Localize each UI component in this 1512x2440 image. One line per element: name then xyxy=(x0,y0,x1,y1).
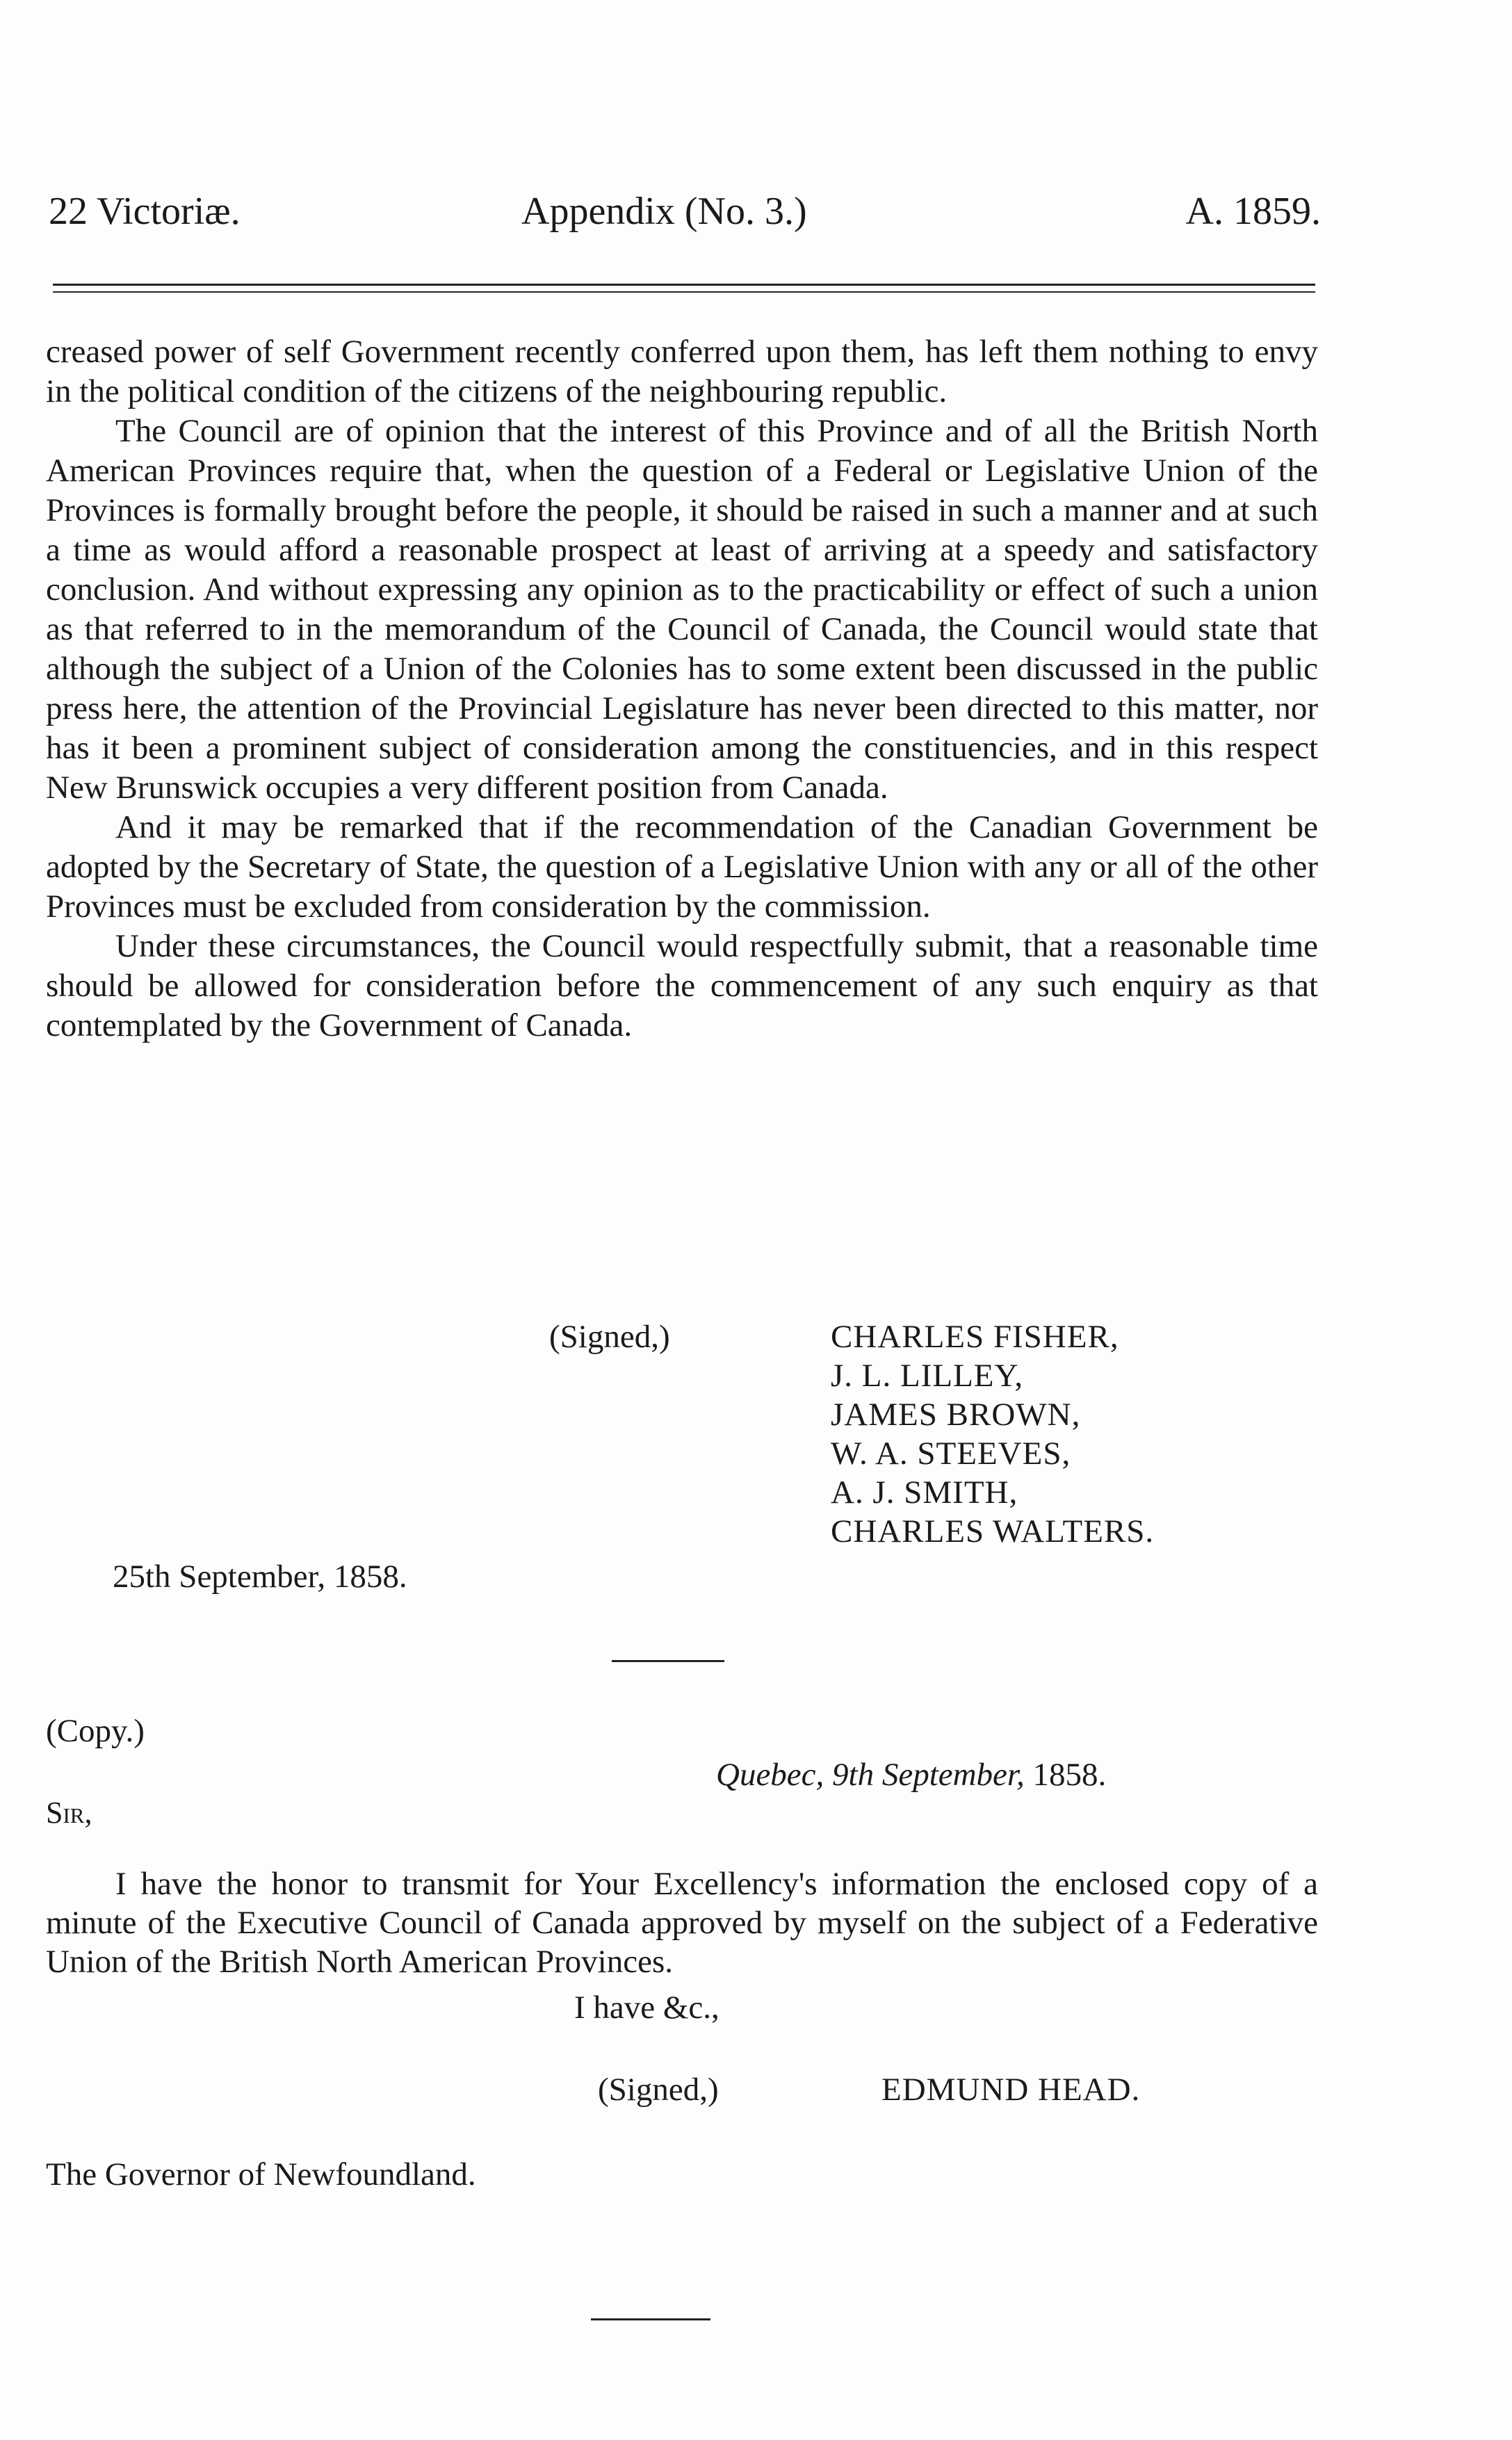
end-divider xyxy=(591,2318,710,2320)
letter-body: I have the honor to transmit for Your Excellency's information the enclosed copy of a minute of the Executive Council of Canada approved by myself on the subject of a Federative Union of the British North American Provinces. xyxy=(46,1866,1318,1980)
paragraph: And it may be remarked that if the recommendation of the Canadian Government be adopted by the Secretary of State, the question of a Legislative Union with any or all of the other Provinces must be excluded from consideration by the commission. xyxy=(46,809,1318,925)
letter-signed-label: (Signed,) xyxy=(598,2072,719,2108)
paragraph-continued: creased power of self Government recently conferred upon them, has left them nothing to envy in the political condition of the citizens of the neighbouring republic. xyxy=(46,334,1318,409)
letter-year: 1858. xyxy=(1032,1757,1107,1793)
signatory-list xyxy=(831,1317,1154,1551)
letter-date: 9th September, xyxy=(832,1757,1025,1793)
signatory-name: CHARLES WALTERS. xyxy=(831,1513,1155,1550)
signatory-name: W. A. STEEVES, xyxy=(831,1435,1071,1472)
signatory-name: CHARLES FISHER, xyxy=(831,1319,1119,1355)
letter-dateline xyxy=(716,1755,1106,1794)
letter-signer: EDMUND HEAD. xyxy=(881,2072,1141,2108)
signed-label: (Signed,) xyxy=(549,1319,670,1355)
copy-label: (Copy.) xyxy=(46,1713,145,1749)
section-divider xyxy=(612,1660,724,1662)
body-text xyxy=(46,332,1318,1046)
letter-place: Quebec, xyxy=(716,1757,824,1793)
signatory-name: A. J. SMITH, xyxy=(831,1474,1018,1511)
header-session: 22 Victoriæ. xyxy=(49,190,241,233)
header-year: A. 1859. xyxy=(1185,190,1321,233)
header-appendix: Appendix (No. 3.) xyxy=(521,190,807,233)
header-rule xyxy=(53,284,1315,293)
minute-date: 25th September, 1858. xyxy=(113,1559,407,1595)
paragraph: Under these circumstances, the Council would respectfully submit, that a reasonable time should be allowed for consideration before the commencement of any such enquiry as that contemplated by the Government of Canada. xyxy=(46,928,1318,1043)
salutation: Sir, xyxy=(46,1796,92,1830)
paragraph: The Council are of opinion that the interest of this Province and of all the British North American Provinces require that, when the question of a Federal or Legislative Union of the Provinces is formally brought before the people, it should be raised in such a manner and at such a time as would afford a reasonable prospect at least of arriving at a speedy and satisfactory conclusion. And without expressing any opinion as to the practicability or effect of such a union as that referred to in the memorandum of the Council of Canada, the Council would state that although the subject of a Union of the Colonies has to some extent been discussed in the public press here, the attention of the Provincial Legislature has never been directed to this matter, nor has it been a prominent subject of consideration among the constituencies, and in this respect New Brunswick occupies a very different position from Canada. xyxy=(46,413,1318,806)
letter-addressee: The Governor of Newfoundland. xyxy=(46,2156,476,2193)
running-header xyxy=(49,189,1321,245)
signatory-name: JAMES BROWN, xyxy=(831,1397,1081,1433)
letter-closing: I have &c., xyxy=(574,1990,720,2026)
signatory-name: J. L. LILLEY, xyxy=(831,1358,1024,1394)
